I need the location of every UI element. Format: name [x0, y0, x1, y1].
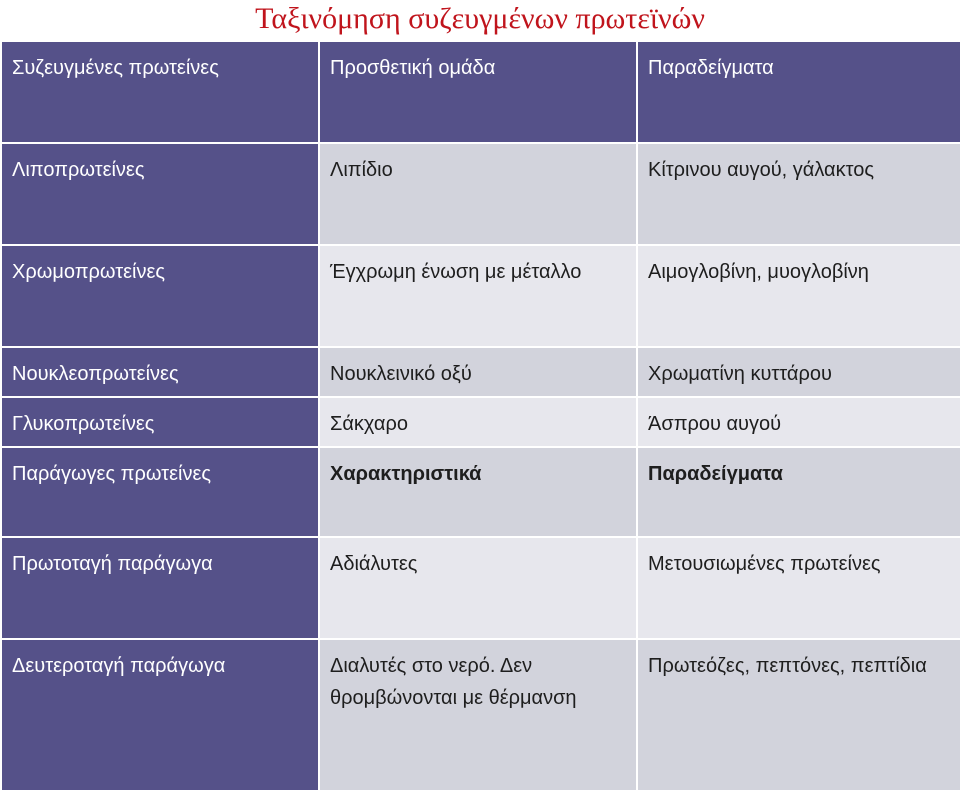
header-cell: Προσθετική ομάδα	[320, 42, 636, 142]
table-row	[2, 398, 960, 446]
characteristic-cell: Διαλυτές στο νερό. Δεν θρομβώνονται με θέρμανση	[320, 640, 636, 790]
derivative-type-cell: Πρωτοταγή παράγωγα	[2, 538, 318, 638]
protein-type-cell: Νουκλεοπρωτείνες	[2, 348, 318, 396]
page-title: Ταξινόμηση συζευγμένων πρωτεϊνών	[255, 2, 705, 35]
protein-type-cell: Γλυκοπρωτείνες	[2, 398, 318, 446]
header-cell: Παραδείγματα	[638, 42, 960, 142]
protein-type-cell: Λιποπρωτείνες	[2, 144, 318, 244]
group-cell: Νουκλεινικό οξύ	[320, 348, 636, 396]
subheader-cell: Χαρακτηριστικά	[320, 448, 636, 536]
example-cell: Κίτρινου αυγού, γάλακτος	[638, 144, 960, 244]
subheader-row	[2, 448, 960, 536]
table-header-row	[2, 42, 960, 142]
protein-classification-table	[0, 40, 960, 792]
table-row	[2, 144, 960, 244]
characteristic-cell: Αδιάλυτες	[320, 538, 636, 638]
subheader-cell: Παραδείγματα	[638, 448, 960, 536]
example-cell: Άσπρου αυγού	[638, 398, 960, 446]
table-row	[2, 538, 960, 638]
group-cell: Έγχρωμη ένωση με μέταλλο	[320, 246, 636, 346]
example-cell: Πρωτεόζες, πεπτόνες, πεπτίδια	[638, 640, 960, 790]
subheader-cell: Παράγωγες πρωτείνες	[2, 448, 318, 536]
derivative-type-cell: Δευτεροταγή παράγωγα	[2, 640, 318, 790]
example-cell: Μετουσιωμένες πρωτείνες	[638, 538, 960, 638]
protein-type-cell: Χρωμοπρωτείνες	[2, 246, 318, 346]
header-cell: Συζευγμένες πρωτείνες	[2, 42, 318, 142]
table-row	[2, 246, 960, 346]
group-cell: Σάκχαρο	[320, 398, 636, 446]
group-cell: Λιπίδιο	[320, 144, 636, 244]
example-cell: Χρωματίνη κυττάρου	[638, 348, 960, 396]
table-row	[2, 348, 960, 396]
example-cell: Αιμογλοβίνη, μυογλοβίνη	[638, 246, 960, 346]
table-row	[2, 640, 960, 790]
